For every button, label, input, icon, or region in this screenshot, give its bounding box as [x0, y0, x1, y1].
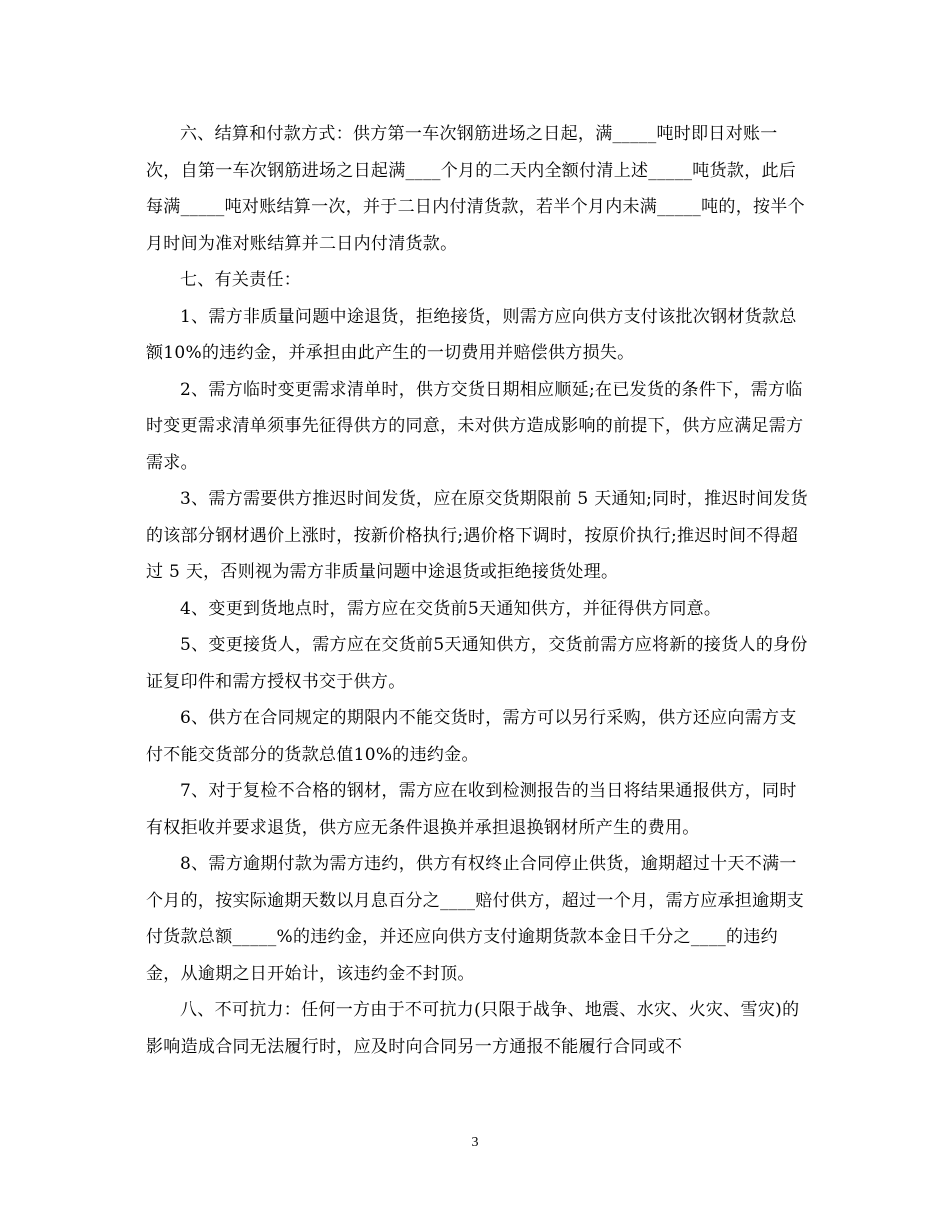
heading-responsibilities: 七、有关责任： [180, 270, 302, 290]
clause-5: 5、变更接货人，需方应在交货前5天通知供方，交货前需方应将新的接货人的身份证复印件和需方授权书交于供方。 [146, 635, 808, 692]
clause-6: 6、供方在合同规定的期限内不能交货时，需方可以另行采购，供方还应向需方支付不能交货部分的货款总值10%的违约金。 [146, 708, 797, 765]
paragraph-force-majeure: 八、不可抗力：任何一方由于不可抗力(只限于战争、地震、水灾、火灾、雪灾)的影响造成合同无法履行时，应及时向合同另一方通报不能履行合同或不 [146, 1000, 800, 1057]
clause-8: 8、需方逾期付款为需方违约，供方有权终止合同停止供货，逾期超过十天不满一个月的，按实际逾期天数以月息百分之____赔付供方，超过一个月，需方应承担逾期支付货款总额_____%的违约金，并还应向供方支付逾期货款本金日千分之____的违约金，从逾期之日开始计，该违约金不封顶。 [146, 854, 804, 984]
clause-1: 1、需方非质量问题中途退货，拒绝接货，则需方应向供方支付该批次钢材货款总额10%的违约金，并承担由此产生的一切费用并赔偿供方损失。 [146, 306, 797, 363]
clause-7: 7、对于复检不合格的钢材，需方应在收到检测报告的当日将结果通报供方，同时有权拒收并要求退货，供方应无条件退换并承担退换钢材所产生的费用。 [146, 781, 797, 838]
clause-3: 3、需方需要供方推迟时间发货，应在原交货期限前 5 天通知;同时，推迟时间发货的该部分钢材遇价上涨时，按新价格执行;遇价格下调时，按原价执行;推迟时间不得超过 5 天，否则视为需方非质量问题中途退货或拒绝接货处理。 [146, 489, 808, 582]
page-number: 3 [471, 1135, 479, 1150]
document-body [146, 116, 809, 1065]
clause-2: 2、需方临时变更需求清单时，供方交货日期相应顺延;在已发货的条件下，需方临时变更需求清单须事先征得供方的同意，未对供方造成影响的前提下，供方应满足需方需求。 [146, 379, 804, 473]
clause-4: 4、变更到货地点时，需方应在交货前5天通知供方，并征得供方同意。 [180, 598, 722, 619]
paragraph-settlement-payment: 六、结算和付款方式：供方第一车次钢筋进场之日起，满_____吨时即日对账一次，自第一车次钢筋进场之日起满____个月的二天内全额付清上述_____吨货款，此后每满_____吨对账结算一次，并于二日内付清货款，若半个月内未满_____吨的，按半个月时间为准对账结算并二日内付清货款。 [146, 124, 805, 254]
